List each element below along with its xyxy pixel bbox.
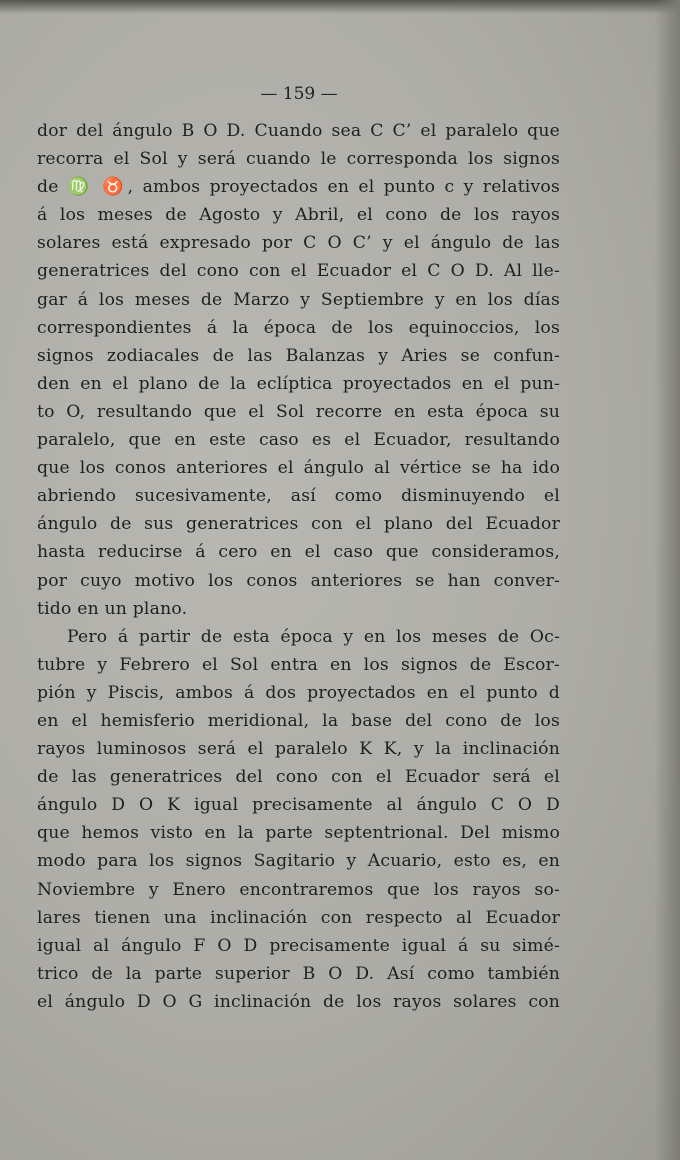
text-line: lares tienen una inclinación con respecto al Ecuador — [37, 907, 560, 928]
text-line: de ♍ ♉, ambos proyectados en el punto c y relativos — [37, 177, 560, 198]
text-line: gar á los meses de Marzo y Septiembre y en los días — [37, 289, 560, 310]
text-line: ángulo de sus generatrices con el plano del Ecuador — [37, 514, 560, 535]
paragraph-2 — [37, 623, 560, 1016]
text-line: paralelo, que en este caso es el Ecuador, resultando — [37, 430, 560, 451]
text-line: á los meses de Agosto y Abril, el cono de los rayos — [37, 205, 560, 226]
text-line: signos zodiacales de las Balanzas y Aries se confun- — [37, 345, 560, 366]
text-line: en el hemisferio meridional, la base del cono de los — [37, 710, 560, 731]
text-line: pión y Piscis, ambos á dos proyectados en el punto d — [37, 682, 560, 703]
text-line: correspondientes á la época de los equinoccios, los — [37, 317, 560, 338]
page-right-edge-shadow — [654, 0, 680, 1160]
text-line: generatrices del cono con el Ecuador el C O D. Al lle- — [37, 261, 560, 282]
text-line: modo para los signos Sagitario y Acuario, esto es, en — [37, 851, 560, 872]
text-line: trico de la parte superior B O D. Así como también — [37, 963, 560, 984]
text-line: ángulo D O K igual precisamente al ángulo C O D — [37, 795, 560, 816]
text-line: hasta reducirse á cero en el caso que consideramos, — [37, 542, 560, 563]
text-line: que los conos anteriores el ángulo al vértice se ha ido — [37, 458, 560, 479]
text-line: dor del ángulo B O D. Cuando sea C C’ el paralelo que — [37, 121, 560, 141]
paragraph-1 — [37, 117, 560, 623]
text-line: Noviembre y Enero encontraremos que los rayos so- — [37, 879, 560, 900]
text-line: solares está expresado por C O C’ y el ángulo de las — [37, 233, 560, 254]
text-line: por cuyo motivo los conos anteriores se han conver- — [37, 570, 560, 591]
text-line: rayos luminosos será el paralelo K K, y la inclinación — [37, 739, 560, 760]
text-line: recorra el Sol y será cuando le corresponda los signos — [37, 149, 560, 170]
text-line: que hemos visto en la parte septentrional. Del mismo — [37, 823, 560, 844]
text-line: de las generatrices del cono con el Ecuador será el — [37, 767, 560, 788]
text-line: abriendo sucesivamente, así como disminuyendo el — [37, 486, 560, 507]
text-line: tido en un plano. — [37, 598, 188, 619]
body-text — [37, 117, 560, 1016]
text-line: tubre y Febrero el Sol entra en los signos de Escor- — [37, 654, 560, 675]
text-line: igual al ángulo F O D precisamente igual á su simé- — [37, 935, 560, 956]
text-line: den en el plano de la eclíptica proyectados en el pun- — [37, 373, 560, 394]
text-line: Pero á partir de esta época y en los meses de Oc- — [67, 626, 560, 647]
page-number: — 159 — — [260, 84, 338, 104]
text-line: el ángulo D O G inclinación de los rayos solares con — [37, 991, 560, 1012]
text-line: to O, resultando que el Sol recorre en esta época su — [37, 401, 560, 422]
page-top-shadow — [0, 0, 680, 14]
